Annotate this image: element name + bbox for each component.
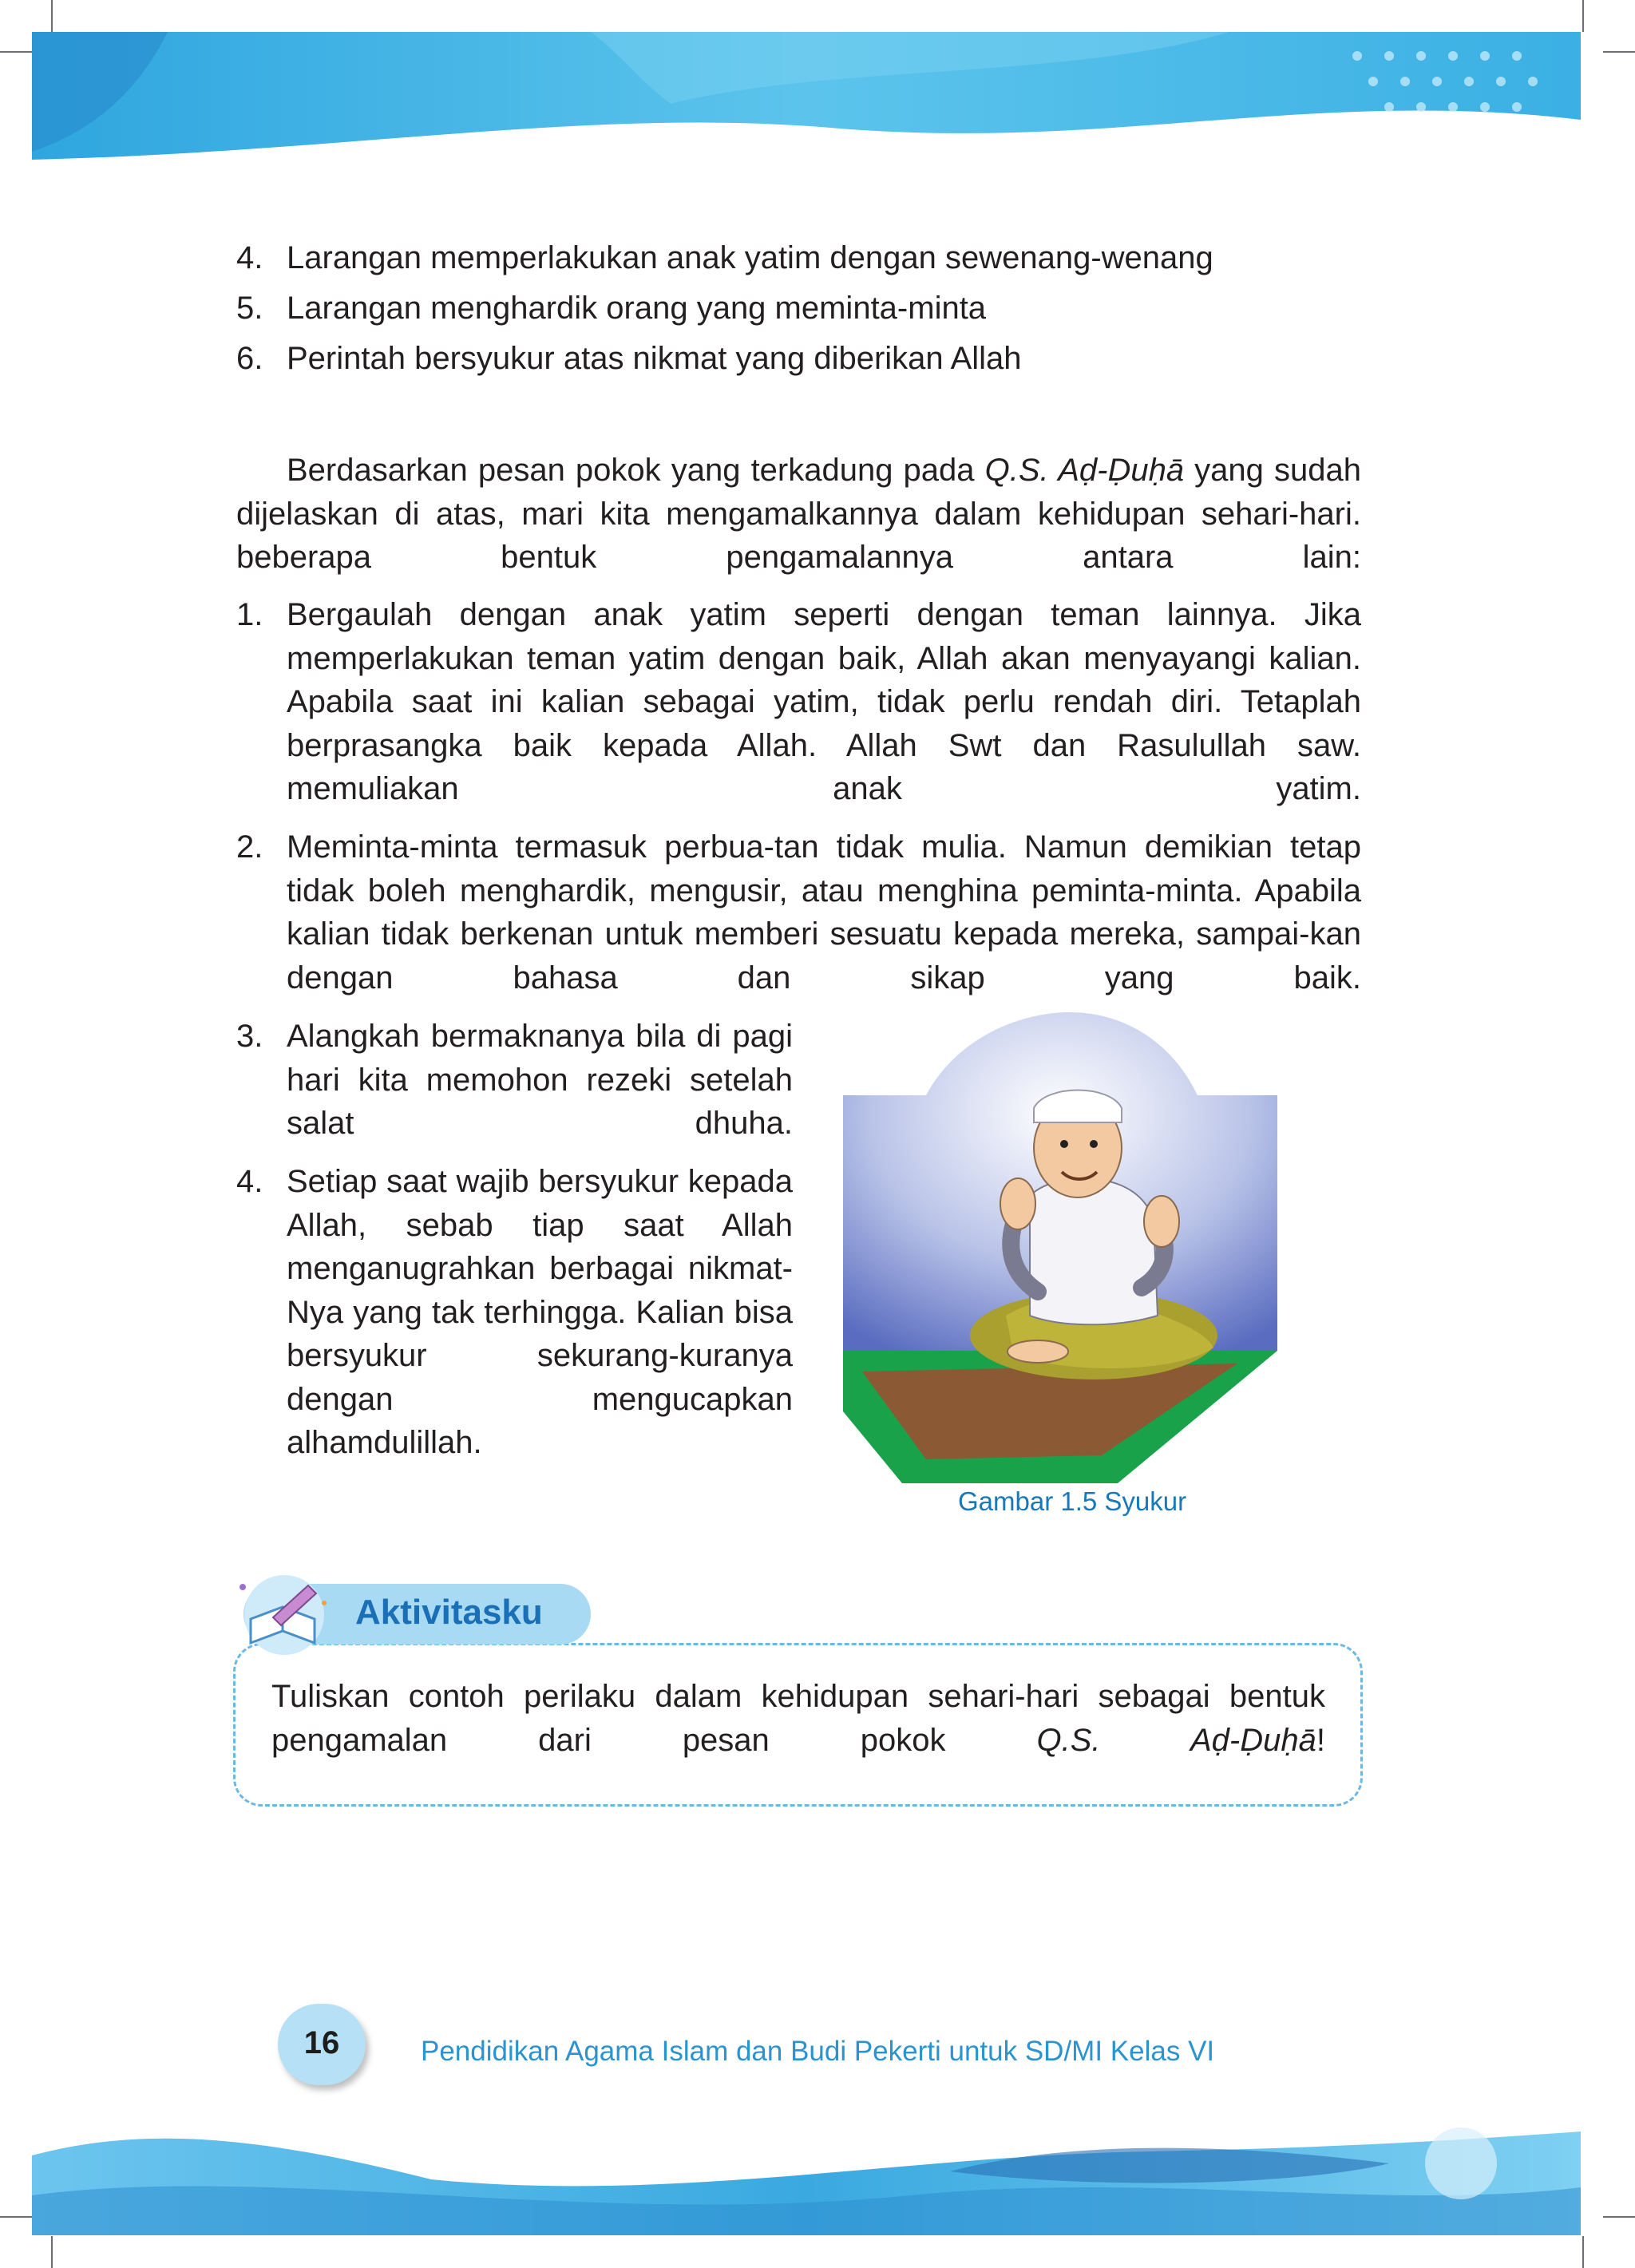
list-item: Perintah bersyukur atas nikmat yang diberikan Allah bbox=[287, 341, 1022, 376]
intro-text: Berdasarkan pesan pokok yang terkadung pada bbox=[287, 453, 985, 488]
list-item: Setiap saat wajib bersyukur kepada Allah, sebab tiap saat Allah menganugrahkan berbagai nikmat-Nya yang tak terhingga. Kalian bisa bersyukur sekurang-kuranya dengan mengucapkan alhamdulillah. bbox=[287, 1164, 793, 1460]
crop-mark bbox=[1603, 2216, 1635, 2218]
list-number: 6. bbox=[236, 341, 263, 376]
list-item: Alangkah bermaknanya bila di pagi hari kita memohon rezeki setelah salat dhuha. bbox=[287, 1019, 793, 1141]
list-number: 4. bbox=[236, 1164, 263, 1199]
figure-caption: Gambar 1.5 Syukur bbox=[958, 1486, 1187, 1516]
intro-text: yang sudah dijelaskan di atas, mari kita mengamalkannya dalam kehidupan sehari-hari. beberapa bentuk pengamalannya antara lain: bbox=[236, 453, 1361, 575]
list-item: Bergaulah dengan anak yatim seperti dengan teman lainnya. Jika memperlakukan teman yatim dengan baik, Allah akan menyayangi kalian. Apabila saat ini kalian sebagai yatim, tidak perlu rendah diri. Tetaplah berprasangka baik kepada Allah. Allah Swt dan Rasulullah saw. memuliakan anak yatim. bbox=[287, 597, 1361, 806]
list-number: 2. bbox=[236, 829, 263, 865]
praying-man-illustration bbox=[838, 1012, 1285, 1491]
list-number: 3. bbox=[236, 1019, 263, 1054]
activity-text: Tuliskan contoh perilaku dalam kehidupan sehari-hari sebagai bentuk pengamalan dari pesan pokok bbox=[271, 1679, 1325, 1758]
surah-name: Q.S. Aḍ-Ḍuḥā bbox=[984, 453, 1185, 488]
list-item: Larangan memperlakukan anak yatim dengan sewenang-wenang bbox=[287, 240, 1213, 275]
notebook-pencil-icon bbox=[235, 1571, 332, 1659]
header-wave bbox=[32, 32, 1581, 168]
crop-mark bbox=[1603, 51, 1635, 53]
crop-mark bbox=[51, 2236, 53, 2268]
activity-text: ! bbox=[1316, 1722, 1325, 1758]
crop-mark bbox=[0, 51, 32, 53]
book-title: Pendidikan Agama Islam dan Budi Pekerti untuk SD/MI Kelas VI bbox=[421, 2036, 1215, 2067]
crop-mark bbox=[51, 0, 53, 32]
list-item: Larangan menghardik orang yang meminta-minta bbox=[287, 291, 987, 326]
activity-title: Aktivitasku bbox=[355, 1593, 543, 1632]
page-number: 16 bbox=[303, 2025, 340, 2060]
crop-mark bbox=[1582, 2236, 1584, 2268]
list-number: 4. bbox=[236, 240, 263, 275]
crop-mark bbox=[1582, 0, 1584, 32]
footer-wave bbox=[32, 2108, 1581, 2235]
intro-paragraph bbox=[236, 449, 1361, 580]
list-number: 5. bbox=[236, 291, 263, 326]
activity-instruction bbox=[271, 1675, 1325, 1762]
crop-mark bbox=[0, 2216, 32, 2218]
list-item: Meminta-minta termasuk perbua-tan tidak mulia. Namun demikian tetap tidak boleh menghardik, mengusir, atau menghina peminta-minta. Apabila kalian tidak berkenan untuk memberi sesuatu kepada mereka, sampai-kan dengan bahasa dan sikap yang baik. bbox=[287, 829, 1361, 995]
surah-name: Q.S. Aḍ-Ḍuḥā bbox=[1036, 1722, 1316, 1758]
list-number: 1. bbox=[236, 597, 263, 632]
